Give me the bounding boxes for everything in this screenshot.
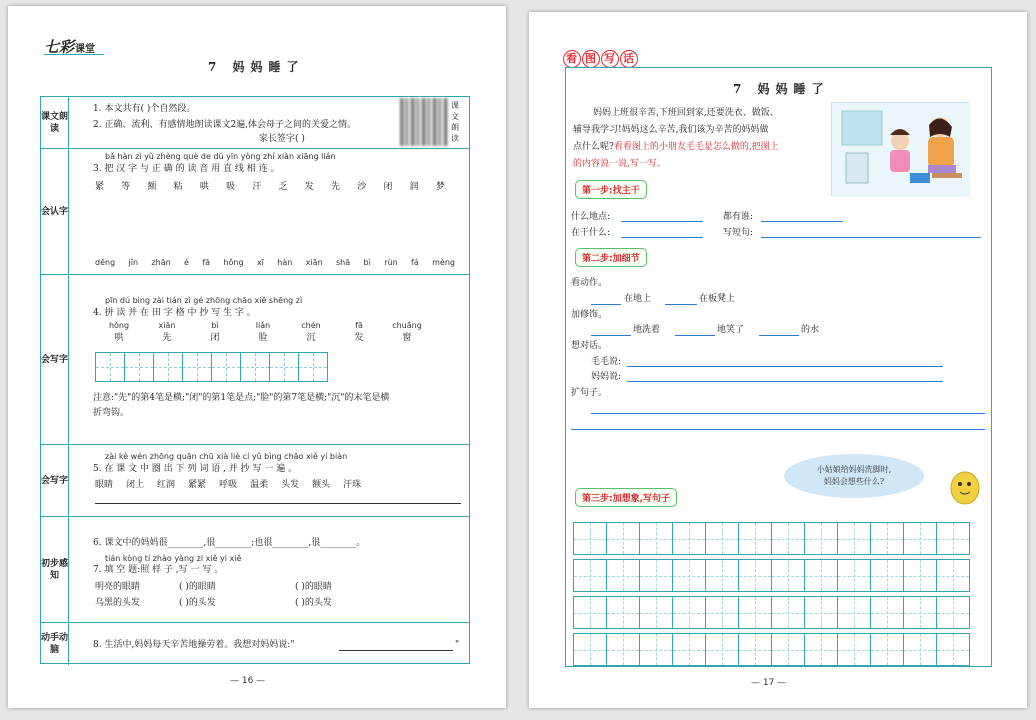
- section-text: 的水: [801, 325, 820, 335]
- pinyin-line: zài kè wén zhōng quān chū xià liè cí yǔ bìng chāo xiě yí biàn: [105, 452, 348, 461]
- grid-row: [573, 522, 969, 555]
- section-tag: [563, 50, 639, 68]
- char-item[interactable]: 汗: [252, 182, 262, 192]
- grid-cell[interactable]: [936, 559, 970, 592]
- grid-cell[interactable]: [837, 559, 871, 592]
- grid-cell[interactable]: [705, 559, 739, 592]
- word-item: 额头: [312, 480, 331, 490]
- grid-cell[interactable]: [672, 559, 706, 592]
- maomao-input[interactable]: [627, 366, 943, 367]
- question-8: 8. 生活中,妈妈每天辛苦地操劳着。我想对妈妈说:": [93, 640, 295, 650]
- row-label: 会认字: [41, 149, 69, 274]
- grid-cell[interactable]: [573, 559, 607, 592]
- blank[interactable]: [675, 335, 715, 336]
- page-17: [529, 12, 1027, 708]
- field-label: 都有谁:: [723, 212, 754, 222]
- pinyin-item[interactable]: rùn: [384, 258, 398, 267]
- question-6[interactable]: 6. 课文中的妈妈很________,很________;也很________,很________。: [93, 538, 366, 548]
- grid-cell[interactable]: [606, 633, 640, 666]
- grid-cell[interactable]: [705, 596, 739, 629]
- section-text: 想对话。: [571, 341, 608, 351]
- char-item[interactable]: 沙: [357, 182, 367, 192]
- intro-text: 妈妈上班很辛苦,下班回到家,还要洗衣、做饭、: [593, 108, 779, 118]
- section-tag-char: 话: [620, 50, 638, 68]
- example-phrase: 明亮的眼睛: [95, 582, 141, 592]
- grid-cell[interactable]: [639, 522, 673, 555]
- grid-cell[interactable]: [573, 522, 607, 555]
- pinyin-item[interactable]: fā: [202, 258, 211, 267]
- word-pinyin: chuāng: [392, 321, 422, 330]
- grid-cell[interactable]: [705, 633, 739, 666]
- word-char: 发: [354, 333, 364, 343]
- fill-blank[interactable]: ( )的头发: [295, 598, 332, 608]
- blank[interactable]: [591, 304, 621, 305]
- blank[interactable]: [665, 304, 697, 305]
- doing-input[interactable]: [621, 237, 703, 238]
- answer-line[interactable]: [339, 650, 453, 651]
- char-item[interactable]: 润: [409, 182, 419, 192]
- row-write-words: [41, 445, 469, 517]
- grid-cell[interactable]: [870, 559, 904, 592]
- pinyin-row: [95, 257, 455, 269]
- who-input[interactable]: [761, 221, 843, 222]
- word-char: 沉: [306, 333, 316, 343]
- fill-blank[interactable]: ( )的眼睛: [295, 582, 332, 592]
- row-label: 初步感知: [41, 517, 69, 622]
- intro-red-text: 的内容说一说,写一写。: [573, 159, 666, 169]
- parent-signature[interactable]: 家长签字( ): [259, 134, 305, 144]
- char-item[interactable]: 哄: [199, 182, 209, 192]
- row-label: 课文朗读: [41, 97, 69, 148]
- pinyin-line: tián kòng tí zhào yàng zi xiě yi xiě: [105, 554, 242, 563]
- row-label: 动手动脑: [41, 623, 69, 665]
- char-item[interactable]: 闭: [383, 182, 393, 192]
- word-item: [191, 321, 239, 343]
- illustration-mother-daughter: [831, 102, 969, 196]
- grid-cell[interactable]: [936, 596, 970, 629]
- word-pinyin: liǎn: [255, 321, 271, 330]
- grid-cell[interactable]: [672, 633, 706, 666]
- char-item[interactable]: 发: [304, 182, 314, 192]
- grid-cell[interactable]: [804, 596, 838, 629]
- pinyin-item[interactable]: hǒng: [223, 258, 244, 267]
- writing-grid[interactable]: [573, 522, 969, 670]
- word-item: [143, 321, 191, 343]
- pinyin-item[interactable]: shā: [336, 258, 351, 267]
- char-item[interactable]: 吸: [226, 182, 236, 192]
- pinyin-item[interactable]: jǐn: [128, 258, 139, 267]
- tianzige-grid[interactable]: [95, 352, 327, 382]
- short-sentence-input[interactable]: [761, 237, 981, 238]
- logo-underline: [44, 54, 104, 55]
- mascot-icon: [947, 464, 983, 506]
- word-char: 哄: [114, 333, 124, 343]
- word-list: [95, 479, 374, 491]
- section-text: 看动作。: [571, 278, 608, 288]
- fill-blank[interactable]: ( )的头发: [179, 598, 216, 608]
- grid-cell[interactable]: [738, 596, 772, 629]
- section-text: 妈妈说:: [591, 372, 622, 382]
- char-item[interactable]: 等: [121, 182, 131, 192]
- char-item[interactable]: 乏: [278, 182, 288, 192]
- grid-cell[interactable]: [573, 596, 607, 629]
- grid-cell[interactable]: [804, 522, 838, 555]
- blank[interactable]: [591, 335, 631, 336]
- answer-line[interactable]: [95, 503, 461, 504]
- word-item: 头发: [281, 480, 300, 490]
- fill-blank[interactable]: ( )的眼睛: [179, 582, 216, 592]
- grid-cell[interactable]: [606, 522, 640, 555]
- word-item: [335, 321, 383, 343]
- grid-row: [573, 596, 969, 629]
- grid-cell[interactable]: [936, 522, 970, 555]
- grid-cell[interactable]: [936, 633, 970, 666]
- grid-cell[interactable]: [870, 522, 904, 555]
- grid-cell[interactable]: [738, 522, 772, 555]
- grid-cell[interactable]: [639, 596, 673, 629]
- grid-cell[interactable]: [903, 522, 937, 555]
- grid-cell[interactable]: [837, 633, 871, 666]
- section-text: 毛毛说:: [591, 357, 622, 367]
- grid-cell[interactable]: [738, 633, 772, 666]
- grid-cell[interactable]: [870, 633, 904, 666]
- close-quote: ": [455, 640, 460, 650]
- grid-cell[interactable]: [182, 352, 212, 382]
- grid-cell[interactable]: [837, 596, 871, 629]
- grid-cell[interactable]: [771, 559, 805, 592]
- pinyin-line: pīn dú bìng zài tián zì gé zhōng chāo xiě shēng zì: [105, 296, 303, 305]
- grid-cell[interactable]: [705, 522, 739, 555]
- pinyin-item[interactable]: bì: [363, 258, 371, 267]
- word-char: 闭: [210, 333, 220, 343]
- word-item: [239, 321, 287, 343]
- word-char: 窗: [402, 333, 412, 343]
- char-item[interactable]: 梦: [435, 182, 445, 192]
- question-7: 7. 填 空 题:照 样 子 ,写 一 写 。: [93, 565, 224, 575]
- row-practice: [41, 623, 469, 665]
- word-char: 脸: [258, 333, 268, 343]
- word-item: 闭上: [126, 480, 145, 490]
- grid-cell[interactable]: [298, 352, 328, 382]
- brand-logo: 七彩课堂: [44, 38, 96, 56]
- word-pinyin: bì: [211, 321, 219, 330]
- grid-cell[interactable]: [672, 522, 706, 555]
- row-label: 会写字: [41, 275, 69, 444]
- page-number: — 16 —: [230, 676, 266, 686]
- grid-row: [573, 633, 969, 666]
- char-item[interactable]: 粘: [173, 182, 183, 192]
- step-1-label: 第一步:找主干: [575, 180, 647, 199]
- char-item[interactable]: 先: [330, 182, 340, 192]
- note-line: 注意:"先"的第4笔是横;"闭"的第1笔是点;"脸"的第7笔是横;"沉"的末笔是横: [93, 393, 390, 403]
- question-2: 2. 正确、流利、有感情地朗读课文2遍,体会母子之间的关爱之情。: [93, 120, 357, 130]
- word-item: [287, 321, 335, 343]
- grid-cell[interactable]: [269, 352, 299, 382]
- word-item: [383, 321, 431, 343]
- section-text: 扩句子。: [571, 388, 608, 398]
- question-3: 3. 把 汉 字 与 正 确 的 读 音 用 直 线 相 连 。: [93, 164, 280, 174]
- word-item: 温柔: [250, 480, 269, 490]
- grid-cell[interactable]: [606, 559, 640, 592]
- word-item: 红润: [157, 480, 176, 490]
- grid-cell[interactable]: [672, 596, 706, 629]
- example-phrase: 乌黑的头发: [95, 598, 141, 608]
- page-title: 7 妈妈睡了: [733, 82, 830, 96]
- word-item: [95, 321, 143, 343]
- mama-input[interactable]: [627, 381, 943, 382]
- grid-cell[interactable]: [870, 596, 904, 629]
- row-write-chars: [41, 275, 469, 445]
- note-line: 折弯钩。: [93, 408, 130, 418]
- exercise-table: [40, 96, 470, 664]
- grid-cell[interactable]: [771, 596, 805, 629]
- grid-cell[interactable]: [804, 633, 838, 666]
- word-pinyin: hǒng: [108, 321, 130, 330]
- page-16: [8, 6, 506, 708]
- page-number: — 17 —: [751, 678, 787, 688]
- grid-row: [573, 559, 969, 592]
- row-recognize: [41, 149, 469, 275]
- pinyin-item[interactable]: zhān: [151, 258, 171, 267]
- section-text: 在地上: [624, 294, 652, 304]
- step-2-label: 第二步:加细节: [575, 248, 647, 267]
- qr-caption: 课文朗读: [451, 101, 459, 143]
- grid-cell[interactable]: [771, 633, 805, 666]
- word-char: 先: [162, 333, 172, 343]
- grid-cell[interactable]: [738, 559, 772, 592]
- pinyin-item[interactable]: hàn: [277, 258, 293, 267]
- expand-line-1[interactable]: [591, 413, 985, 414]
- grid-cell[interactable]: [606, 596, 640, 629]
- field-label: 在干什么:: [571, 228, 611, 238]
- word-pinyin: fā: [355, 321, 363, 330]
- intro-text: 辅导我学习!妈妈这么辛苦,我们该为辛苦的妈妈做: [573, 125, 769, 135]
- expand-line-2[interactable]: [571, 429, 985, 430]
- question-5: 5. 在 课 文 中 圈 出 下 列 词 语 , 并 抄 写 一 遍 。: [93, 464, 298, 474]
- question-1: 1. 本文共有( )个自然段。: [93, 104, 196, 114]
- grid-cell[interactable]: [124, 352, 154, 382]
- char-item[interactable]: 额: [147, 182, 157, 192]
- pinyin-item[interactable]: mèng: [432, 258, 455, 267]
- question-4: 4. 拼 读 并 在 田 字 格 中 抄 写 生 字 。: [93, 308, 256, 318]
- blank[interactable]: [759, 335, 799, 336]
- grid-cell[interactable]: [573, 633, 607, 666]
- grid-cell[interactable]: [903, 559, 937, 592]
- pinyin-item[interactable]: xī: [256, 258, 264, 267]
- grid-cell[interactable]: [903, 633, 937, 666]
- word-item: 眼睛: [95, 480, 114, 490]
- section-text: 地笑了: [717, 325, 745, 335]
- grid-cell[interactable]: [639, 633, 673, 666]
- intro-text: 点什么呢?: [573, 142, 614, 152]
- section-tag-char: 看: [563, 50, 581, 68]
- pinyin-item[interactable]: xiān: [305, 258, 323, 267]
- qr-code[interactable]: [400, 98, 448, 146]
- section-tag-char: 图: [582, 50, 600, 68]
- char-item[interactable]: 紧: [95, 182, 105, 192]
- word-item: 呼吸: [219, 480, 238, 490]
- section-tag-char: 写: [601, 50, 619, 68]
- word-item: 汗珠: [343, 480, 362, 490]
- word-pinyin: chén: [301, 321, 321, 330]
- pinyin-item[interactable]: fá: [411, 258, 419, 267]
- intro-red-text: 看看图上的小朋友毛毛是怎么做的,把图上: [613, 142, 779, 152]
- pinyin-item[interactable]: děng: [95, 258, 116, 267]
- field-label: 什么地点:: [571, 212, 611, 222]
- grid-cell[interactable]: [240, 352, 270, 382]
- word-item: 紧紧: [188, 480, 207, 490]
- grid-cell[interactable]: [211, 352, 241, 382]
- field-label: 写短句:: [723, 228, 754, 238]
- grid-cell[interactable]: [153, 352, 183, 382]
- grid-cell[interactable]: [95, 352, 125, 382]
- section-text: 加修饰。: [571, 310, 608, 320]
- thought-cloud: 小姑娘给妈妈洗脚时, 妈妈会想些什么?: [784, 454, 924, 498]
- grid-cell[interactable]: [903, 596, 937, 629]
- row-label: 会写字: [41, 445, 69, 516]
- pinyin-line: bǎ hàn zì yǔ zhèng què de dú yīn yòng zhí xiàn xiāng lián: [105, 152, 336, 161]
- char-row: [95, 181, 445, 193]
- section-text: 在板凳上: [699, 294, 736, 304]
- row-perceive: [41, 517, 469, 623]
- page-title: 7 妈妈睡了: [208, 60, 305, 74]
- where-input[interactable]: [621, 221, 703, 222]
- pinyin-item[interactable]: é: [184, 258, 189, 267]
- grid-cell[interactable]: [804, 559, 838, 592]
- word-pinyin: xiān: [158, 321, 176, 330]
- section-text: 地洗着: [633, 325, 661, 335]
- grid-cell[interactable]: [639, 559, 673, 592]
- step-3-label: 第三步:加想象,写句子: [575, 488, 677, 507]
- grid-cell[interactable]: [837, 522, 871, 555]
- word-list: [95, 321, 431, 343]
- grid-cell[interactable]: [771, 522, 805, 555]
